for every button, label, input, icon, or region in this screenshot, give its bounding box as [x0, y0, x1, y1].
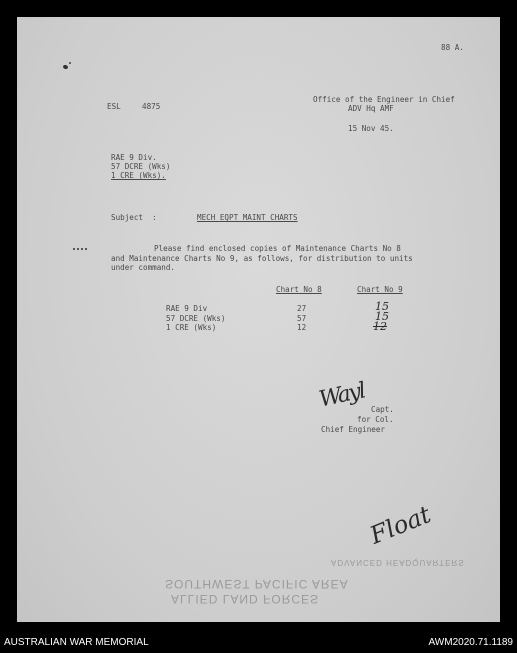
body-line-1: Please find enclosed copies of Maintenance Charts No 8 — [154, 244, 401, 253]
column-header-chart-9: Chart No 9 — [357, 285, 403, 294]
footer-source: AUSTRALIAN WAR MEMORIAL — [4, 637, 149, 648]
stamp-line-1: ADVANCED HEADQUARTERS — [331, 558, 465, 567]
table-row-chart8: 57 — [297, 314, 307, 323]
table-row-chart8: 27 — [297, 304, 307, 313]
table-row-chart9: 12 — [373, 320, 387, 333]
signature-rank: Capt. — [371, 405, 394, 414]
signature-title: Chief Engineer — [321, 425, 386, 434]
table-row-chart9: 15 — [375, 300, 389, 313]
office-line-1: Office of the Engineer in Chief — [313, 95, 455, 104]
file-ref-number: 4875 — [142, 102, 161, 111]
table-row-unit: 57 DCRE (Wks) — [166, 314, 226, 323]
ink-speck — [69, 62, 71, 64]
signature-for: for Col. — [357, 415, 394, 424]
margin-mark — [73, 248, 87, 252]
file-ref-label: ESL — [107, 102, 121, 111]
subject-value: MECH EQPT MAINT CHARTS — [197, 213, 298, 222]
recipient-1: RAE 9 Div. — [111, 153, 157, 162]
office-line-2: ADV Hq AMF — [348, 104, 394, 113]
body-line-2: and Maintenance Charts No 9, as follows, for distribution to units — [111, 254, 413, 263]
footer-accession-number: AWM2020.71.1189 — [428, 637, 513, 648]
ink-blot — [62, 64, 68, 69]
table-row-chart8: 12 — [297, 323, 307, 332]
column-header-chart-8: Chart No 8 — [276, 285, 322, 294]
handwritten-signature: Wayl — [316, 378, 367, 413]
table-row-chart9: 15 — [375, 310, 389, 323]
document-page — [17, 17, 500, 622]
stamp-line-2: SOUTHWEST PACIFIC AREA — [165, 577, 349, 591]
recipient-3: 1 CRE (Wks). — [111, 171, 166, 180]
handwritten-annotation: Float — [366, 500, 435, 550]
letter-date: 15 Nov 45. — [348, 124, 394, 133]
page-reference: 88 A. — [441, 43, 464, 52]
recipient-2: 57 DCRE (Wks) — [111, 162, 171, 171]
body-line-3: under command. — [111, 263, 176, 272]
stamp-line-3: ALLIED LAND FORCES — [171, 592, 320, 606]
subject-label: Subject : — [111, 213, 157, 222]
table-row-unit: RAE 9 Div — [166, 304, 208, 313]
table-row-unit: 1 CRE (Wks) — [166, 323, 217, 332]
